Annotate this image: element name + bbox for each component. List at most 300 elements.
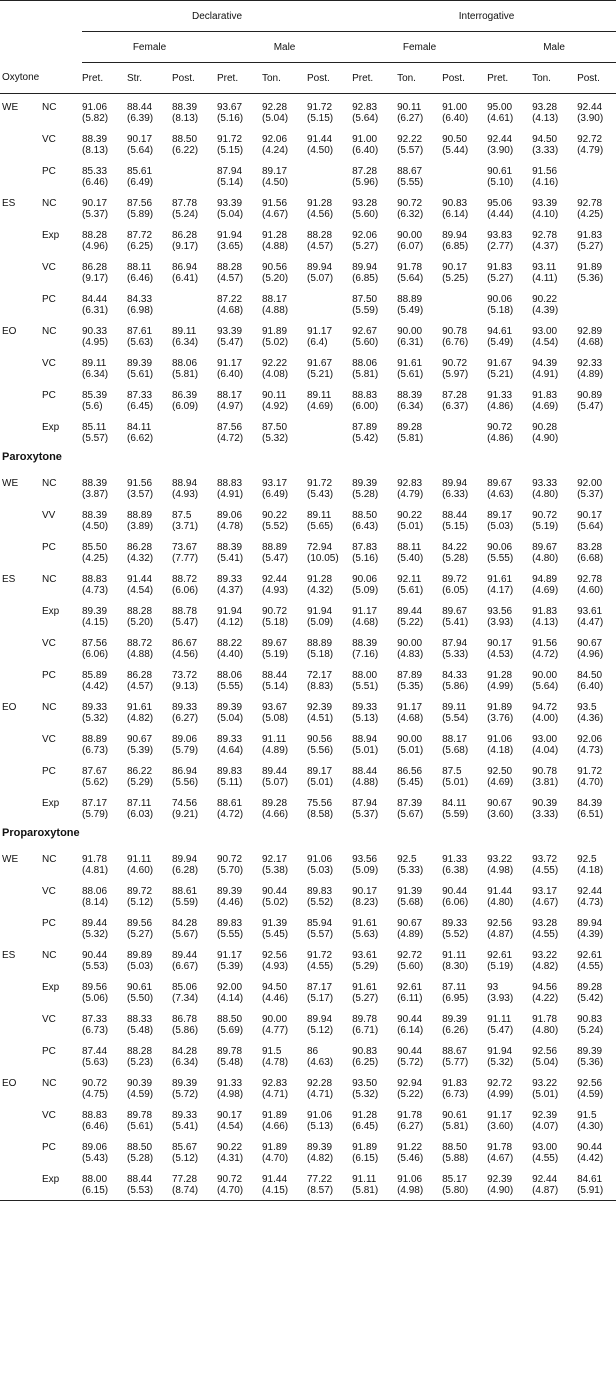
group-label [0, 156, 40, 188]
sd-value: (5.41) [217, 553, 244, 564]
value-cell [262, 876, 307, 908]
mean-value: 88.06 [82, 886, 108, 897]
sd-value: (4.37) [532, 241, 559, 252]
value-cell [532, 1004, 577, 1036]
mean-value: 91.72 [307, 950, 333, 961]
sd-value: (4.57) [217, 273, 244, 284]
sd-value: (4.18) [577, 865, 604, 876]
value-cell [442, 1132, 487, 1164]
sd-value: (3.93) [487, 993, 514, 1004]
mean-value: 89.78 [127, 1110, 153, 1121]
sd-value: (5.54) [442, 713, 469, 724]
mean-value: 91.89 [487, 702, 513, 713]
section-header-row [0, 820, 616, 846]
value-cell [442, 788, 487, 820]
group-label [0, 788, 40, 820]
mean-value: 92.89 [577, 326, 603, 337]
sd-value: (4.51) [307, 713, 334, 724]
sd-value: (7.34) [172, 993, 199, 1004]
sd-value: (3.87) [82, 489, 109, 500]
value-cell [172, 470, 217, 500]
interrogative-female-header: Female [352, 32, 487, 63]
sd-value: (5.56) [307, 745, 334, 756]
mean-value: 89.94 [307, 262, 333, 273]
sd-value: (4.14) [217, 993, 244, 1004]
mean-value: 93 [487, 982, 499, 993]
value-cell [397, 252, 442, 284]
sd-value: (4.98) [487, 865, 514, 876]
condition-label: VC [42, 1014, 56, 1025]
value-cell [397, 532, 442, 564]
value-cell [532, 94, 577, 125]
sd-value: (6.15) [82, 1185, 109, 1196]
value-cell [307, 692, 352, 724]
column-header: Post. [172, 63, 217, 94]
sd-value: (4.07) [532, 1121, 559, 1132]
value-cell [262, 940, 307, 972]
value-cell [172, 412, 217, 444]
value-cell [262, 188, 307, 220]
value-cell [442, 412, 487, 444]
mean-value: 84.61 [577, 1174, 603, 1185]
mean-value: 92.67 [352, 326, 378, 337]
sd-value: (6.45) [352, 1121, 379, 1132]
group-label [0, 1164, 40, 1201]
value-cell [217, 940, 262, 972]
sd-value: (4.93) [172, 489, 199, 500]
sd-value: (5.86) [442, 681, 469, 692]
mean-value: 86.56 [397, 766, 423, 777]
value-cell [397, 94, 442, 125]
value-cell [307, 908, 352, 940]
condition-label: Exp [42, 230, 60, 241]
value-cell [442, 692, 487, 724]
mean-value: 89.83 [217, 918, 243, 929]
mean-value: 91.44 [487, 886, 513, 897]
mean-value: 91.61 [487, 574, 513, 585]
value-cell [217, 470, 262, 500]
group-label [0, 596, 40, 628]
table-row [0, 724, 616, 756]
sd-value: (5.47) [172, 617, 199, 628]
mean-value: 90.67 [577, 638, 603, 649]
sd-value: (6.28) [172, 865, 199, 876]
mean-value: 93.17 [532, 886, 558, 897]
sd-value: (5.51) [352, 681, 379, 692]
sd-value: (6.49) [127, 177, 154, 188]
mean-value: 85.50 [82, 542, 108, 553]
value-cell [442, 972, 487, 1004]
value-cell [217, 316, 262, 348]
mean-value: 89.39 [82, 606, 108, 617]
sd-value: (9.13) [172, 681, 199, 692]
mean-value: 90.56 [307, 734, 333, 745]
mean-value: 91.28 [262, 230, 288, 241]
value-cell [172, 788, 217, 820]
sd-value: (6.40) [577, 681, 604, 692]
sd-value: (5.32) [82, 713, 109, 724]
value-cell [217, 846, 262, 876]
value-cell [352, 470, 397, 500]
mean-value: 77.28 [172, 1174, 198, 1185]
value-cell [262, 846, 307, 876]
mean-value: 89.17 [307, 766, 333, 777]
mean-value: 88.89 [127, 510, 153, 521]
mean-value: 91.28 [307, 574, 333, 585]
sd-value: (5.64) [532, 681, 559, 692]
sd-value: (5.19) [262, 649, 289, 660]
sd-value: (5.28) [442, 553, 469, 564]
value-cell [352, 756, 397, 788]
value-cell [352, 252, 397, 284]
mean-value: 88.83 [82, 574, 108, 585]
mean-value: 88.67 [397, 166, 423, 177]
mean-value: 85.33 [82, 166, 108, 177]
sd-value: (4.55) [307, 961, 334, 972]
mean-value: 94.89 [532, 574, 558, 585]
mean-value: 90.72 [217, 1174, 243, 1185]
mean-value: 91.72 [307, 478, 333, 489]
mean-value: 91.11 [352, 1174, 377, 1185]
sd-value: (5.81) [352, 1185, 379, 1196]
value-cell [577, 596, 616, 628]
mean-value: 92.72 [577, 134, 603, 145]
value-cell [487, 532, 532, 564]
mean-value: 87.22 [217, 294, 243, 305]
mean-value: 92.06 [262, 134, 288, 145]
mean-value: 92.72 [487, 1078, 513, 1089]
sd-value: (5.03) [307, 865, 334, 876]
table-row [0, 692, 616, 724]
group-label [0, 284, 40, 316]
mean-value: 93.28 [352, 198, 378, 209]
mean-value: 87.11 [127, 798, 152, 809]
mean-value: 88.94 [172, 478, 198, 489]
value-cell [577, 220, 616, 252]
mean-value: 93.22 [532, 950, 558, 961]
sd-value: (5.15) [442, 521, 469, 532]
mean-value: 91.61 [352, 918, 378, 929]
mean-value: 93.72 [532, 854, 558, 865]
condition-label: Exp [40, 1164, 82, 1201]
mean-value: 88.50 [172, 134, 198, 145]
condition-label: NC [42, 198, 57, 209]
table-row [0, 284, 616, 316]
sd-value: (5.88) [442, 1153, 469, 1164]
value-cell [172, 1036, 217, 1068]
mean-value: 88.44 [127, 1174, 153, 1185]
value-cell [172, 124, 217, 156]
value-cell [82, 252, 127, 284]
value-cell [262, 628, 307, 660]
value-cell [487, 1036, 532, 1068]
mean-value: 88.39 [82, 134, 108, 145]
value-cell [442, 876, 487, 908]
mean-value: 94.39 [532, 358, 558, 369]
sd-value: (6.98) [127, 305, 154, 316]
value-cell [352, 1036, 397, 1068]
sd-value: (4.55) [577, 961, 604, 972]
mean-value: 92.78 [577, 574, 603, 585]
sd-value: (5.01) [442, 777, 469, 788]
mean-value: 90.44 [397, 1046, 423, 1057]
sd-value: (4.68) [217, 305, 244, 316]
value-cell [532, 1164, 577, 1201]
mean-value: 88.06 [217, 670, 243, 681]
value-cell [262, 124, 307, 156]
mean-value: 93.11 [532, 262, 557, 273]
sd-value: (6.45) [127, 401, 154, 412]
sd-value: (4.13) [532, 617, 559, 628]
mean-value: 86 [307, 1046, 319, 1057]
value-cell [532, 316, 577, 348]
mean-value: 91.06 [397, 1174, 423, 1185]
sd-value: (4.59) [127, 1089, 154, 1100]
mean-value: 89.33 [217, 734, 243, 745]
value-cell [307, 252, 352, 284]
table-row [0, 532, 616, 564]
mean-value: 94.50 [532, 134, 558, 145]
sd-value: (5.63) [352, 929, 379, 940]
sd-value: (5.43) [307, 489, 334, 500]
value-cell [262, 1100, 307, 1132]
value-cell [397, 380, 442, 412]
sd-value: (5.81) [442, 1121, 469, 1132]
condition-label: NC [42, 702, 57, 713]
value-cell [127, 94, 172, 125]
column-header: Post. [577, 63, 616, 94]
sd-value: (6.11) [397, 993, 423, 1004]
sd-value: (6.85) [442, 241, 469, 252]
mean-value: 90.72 [532, 510, 558, 521]
mean-value: 89.11 [442, 702, 467, 713]
mean-value: 90.28 [532, 422, 558, 433]
sd-value: (6.31) [82, 305, 109, 316]
mean-value: 90.78 [532, 766, 558, 777]
sd-value: (3.60) [487, 809, 514, 820]
value-cell [82, 756, 127, 788]
value-cell [487, 972, 532, 1004]
sd-value: (4.70) [217, 1185, 244, 1196]
mean-value: 92.00 [217, 982, 243, 993]
condition-label: PC [42, 766, 56, 777]
mean-value: 84.22 [442, 542, 468, 553]
mean-value: 91.56 [127, 478, 153, 489]
sd-value: (4.68) [397, 713, 424, 724]
mean-value: 91.83 [577, 230, 603, 241]
value-cell [82, 1004, 127, 1036]
sd-value: (6.40) [442, 113, 469, 124]
value-cell [397, 660, 442, 692]
sd-value: (4.17) [487, 585, 514, 596]
mean-value: 88.50 [352, 510, 378, 521]
value-cell [442, 724, 487, 756]
mean-value: 93.39 [217, 198, 243, 209]
sd-value: (6.73) [442, 1089, 469, 1100]
value-cell [352, 532, 397, 564]
column-header: Pret. [217, 63, 262, 94]
mean-value: 92.50 [487, 766, 513, 777]
mean-value: 93.39 [532, 198, 558, 209]
mean-value: 88.89 [82, 734, 108, 745]
mean-value: 89.06 [217, 510, 243, 521]
sd-value: (4.98) [397, 1185, 424, 1196]
value-cell [352, 692, 397, 724]
mean-value: 85.06 [172, 982, 198, 993]
mean-value: 90.00 [397, 230, 423, 241]
value-cell [262, 500, 307, 532]
sd-value: (4.16) [532, 177, 559, 188]
value-cell [442, 1004, 487, 1036]
sd-value: (4.54) [217, 1121, 244, 1132]
value-cell [217, 972, 262, 1004]
sd-value: (4.72) [532, 649, 559, 660]
mean-value: 93.56 [487, 606, 513, 617]
sd-value: (4.04) [532, 745, 559, 756]
mean-value: 85.39 [82, 390, 108, 401]
table-row [0, 596, 616, 628]
table-row [0, 1132, 616, 1164]
value-cell [397, 940, 442, 972]
mean-value: 87.56 [82, 638, 108, 649]
value-cell [532, 1132, 577, 1164]
value-cell [172, 724, 217, 756]
value-cell [127, 908, 172, 940]
mean-value: 88.50 [217, 1014, 243, 1025]
sd-value: (5.42) [352, 433, 379, 444]
value-cell [172, 1132, 217, 1164]
value-cell [442, 380, 487, 412]
sd-value: (5.15) [307, 113, 334, 124]
mean-value: 91.17 [217, 950, 243, 961]
sd-value: (5.37) [352, 809, 379, 820]
mean-value: 93.50 [352, 1078, 378, 1089]
group-label [0, 124, 40, 156]
sd-value: (5.38) [262, 865, 289, 876]
group-label [0, 1004, 40, 1036]
group-label [0, 660, 40, 692]
mean-value: 91.56 [532, 166, 558, 177]
sd-value: (5.32) [487, 1057, 514, 1068]
mean-value: 91.33 [442, 854, 468, 865]
value-cell [172, 380, 217, 412]
mean-value: 94.72 [532, 702, 558, 713]
sd-value: (4.25) [577, 209, 604, 220]
value-cell [442, 940, 487, 972]
mean-value: 90.17 [577, 510, 603, 521]
value-cell [172, 252, 217, 284]
sd-value: (5.68) [442, 745, 469, 756]
mean-value: 92.44 [577, 102, 603, 113]
mean-value: 93.00 [532, 326, 558, 337]
table-row [0, 470, 616, 500]
sd-value: (5.77) [442, 1057, 469, 1068]
value-cell [217, 412, 262, 444]
sd-value: (5.01) [352, 745, 379, 756]
table-row [0, 94, 616, 125]
value-cell [352, 564, 397, 596]
sd-value: (5.67) [172, 929, 199, 940]
mean-value: 93.33 [532, 478, 558, 489]
value-cell [82, 972, 127, 1004]
value-cell [82, 1164, 127, 1201]
value-cell [352, 284, 397, 316]
mean-value: 91.83 [442, 1078, 468, 1089]
mean-value: 89.28 [577, 982, 603, 993]
sd-value: (5.32) [82, 929, 109, 940]
mean-value: 93.22 [532, 1078, 558, 1089]
mean-value: 92.44 [577, 886, 603, 897]
mean-value: 83.28 [577, 542, 603, 553]
value-cell [307, 876, 352, 908]
mean-value: 87.50 [262, 422, 288, 433]
mean-value: 91.56 [532, 638, 558, 649]
sd-value: (6.67) [172, 961, 199, 972]
mean-value: 88.44 [442, 510, 468, 521]
table-row [0, 1100, 616, 1132]
value-cell [532, 876, 577, 908]
sd-value: (9.17) [82, 273, 109, 284]
mean-value: 89.44 [82, 918, 108, 929]
value-cell [487, 188, 532, 220]
condition-label: VC [42, 1110, 56, 1121]
mean-value: 91.83 [487, 262, 513, 273]
value-cell [82, 660, 127, 692]
mean-value: 90.17 [82, 198, 108, 209]
sd-value: (5.28) [352, 489, 379, 500]
value-cell [82, 692, 127, 724]
declarative-header: Declarative [82, 1, 352, 32]
sd-value: (6.38) [442, 865, 469, 876]
sd-value: (4.79) [397, 489, 424, 500]
mean-value: 92.39 [532, 1110, 558, 1121]
sd-value: (4.47) [577, 617, 604, 628]
sd-value: (5.41) [172, 1121, 199, 1132]
value-cell [82, 500, 127, 532]
mean-value: 90.17 [442, 262, 468, 273]
sd-value: (4.60) [577, 585, 604, 596]
mean-value: 91.28 [487, 670, 513, 681]
value-cell [442, 252, 487, 284]
value-cell [352, 1164, 397, 1201]
value-cell [397, 788, 442, 820]
value-cell [352, 908, 397, 940]
value-cell [217, 1132, 262, 1164]
sd-value: (5.36) [577, 273, 604, 284]
value-cell [172, 596, 217, 628]
value-cell [577, 124, 616, 156]
value-cell [577, 660, 616, 692]
mean-value: 91.39 [262, 918, 288, 929]
value-cell [397, 1004, 442, 1036]
value-cell [442, 94, 487, 125]
mean-value: 90.72 [262, 606, 288, 617]
value-cell [442, 564, 487, 596]
group-label [0, 756, 40, 788]
sd-value: (5.62) [82, 777, 109, 788]
value-cell [307, 412, 352, 444]
condition-label: NC [42, 102, 57, 113]
sd-value: (4.69) [532, 401, 559, 412]
value-cell [82, 1100, 127, 1132]
sd-value: (4.12) [217, 617, 244, 628]
condition-label: PC [42, 1046, 56, 1057]
sd-value: (6.4) [307, 337, 328, 348]
value-cell [127, 470, 172, 500]
sd-value: (4.50) [307, 145, 334, 156]
sd-value: (4.39) [577, 929, 604, 940]
mean-value: 91.78 [82, 854, 108, 865]
